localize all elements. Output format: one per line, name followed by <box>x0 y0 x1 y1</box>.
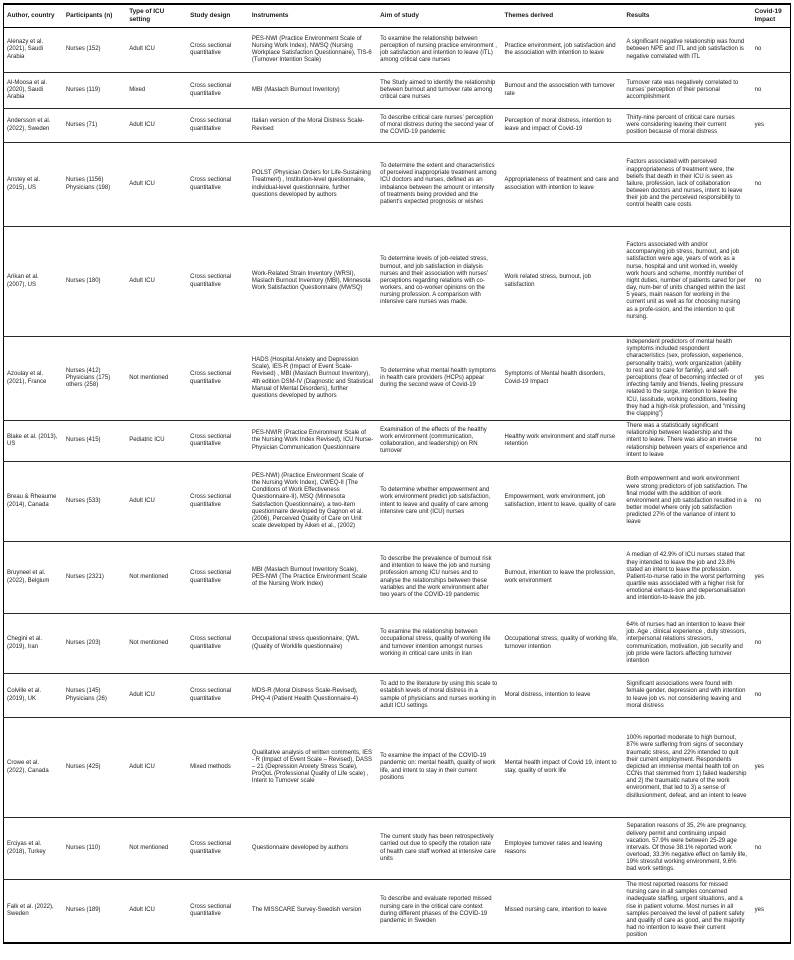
cell-aim: To describe the prevalence of burnout risk and intention to leave the job and nursing profession among ICU nurses and to analyse the relationships between these variables and the work environment after two years of the COVID-19 pandemic <box>377 542 501 614</box>
cell-author: Al-Moosa et al. (2020), Saudi Arabia <box>4 73 63 109</box>
cell-instruments: MBI (Maslach Burnout Inventory Scale), PES-NWI (The Practice Environment Scale of the Nursing Work Index) <box>249 542 377 614</box>
cell-themes: Empowerment, work environment, job satisfaction, intent to leave, quality of care <box>501 462 623 542</box>
table-body <box>4 28 791 943</box>
table-row <box>4 880 791 943</box>
cell-results: 100% reported moderate to high burnout, 87% were suffering from signs of secondary traumatic stress, and 22% intended to quit their current employment. Respondents depicted an immense mental health toll on CCNs that stemmed from 1) failed leadership and 2) the traumatic nature of the work environment, that led to 3) a sense of disillusionment, defeat, and an intent to leave <box>623 718 751 818</box>
cell-instruments: HADS (Hospital Anxiety and Depression Scale), IES-R (Impact of Event Scale-Revised) , MBI (Maslach Burnout Inventory), 4th edition DSM-IV (Diagnostic and Statistical Manual of Mental Disorders), further questions developed by authors <box>249 337 377 421</box>
cell-design: Cross sectional quantitative <box>187 818 249 880</box>
cell-instruments: Qualitative analysis of written comments, IES - R (Impact of Event Scale – Revised), DASS – 21 (Depression Anxiety Stress Scale), ProQoL (Professional Quality of Life scale) , Intent to Turnover scale <box>249 718 377 818</box>
cell-author: Crowe et al. (2022), Canada <box>4 718 63 818</box>
cell-covid: no <box>752 227 791 337</box>
table-row <box>4 674 791 718</box>
cell-results: A median of 42.9% of ICU nurses stated that they intended to leave the job and 23.8% stated an intent to leave the profession. Patient-to-nurse ratio in the worst performing quartile was associated with a higher risk for emotional exhaus-tion and depersonalisation and intention-to-leave the job. <box>623 542 751 614</box>
cell-aim: To determine the extent and characteristics of perceived inappropriate treatment among ICU doctors and nurses, defined as an imbalance between the amount or intensity of treatments being provided and the patient’s expected prognosis or wishes <box>377 143 501 227</box>
cell-covid: no <box>752 462 791 542</box>
cell-design: Cross sectional quantitative <box>187 674 249 718</box>
cell-design: Cross sectional quantitative <box>187 28 249 73</box>
table-row <box>4 143 791 227</box>
cell-design: Mixed methods <box>187 718 249 818</box>
table-row <box>4 109 791 143</box>
table-row <box>4 337 791 421</box>
cell-instruments: PES-NWIR (Practice Environment Scale of the Nursing Work Index Revised), ICU Nurse-Physician Communication Questionnaire <box>249 421 377 462</box>
column-header-aim: Aim of study <box>377 4 501 28</box>
cell-covid: yes <box>754 907 764 914</box>
cell-design: Cross sectional quantitative <box>187 227 249 337</box>
cell-aim: To examine the relationship between occupational stress, quality of working life and turnover intention amongst nurses working in critical care units in Iran <box>377 614 501 674</box>
cell-instruments: PES-NWI) (Practice Environment Scale of the Nursing Work Index), CWEQ-II (The Conditions of Work Effectiveness Questionnaire-II), MSQ (Minnesota Satisfaction Questionnaire), a two-item questionnaire developed by Gagnon et al. (2006), Perceived Quality of Care on Unit scale developed by Aiken et al., (2002) <box>249 462 377 542</box>
table-row <box>4 818 791 880</box>
cell-icu_setting: Not mentioned <box>126 337 187 421</box>
cell-icu_setting: Adult ICU <box>126 227 187 337</box>
cell-participants: Nurses (2321) <box>63 542 126 614</box>
cell-themes: Symptoms of Mental health disorders, Covid-19 Impact <box>501 337 623 421</box>
cell-themes: Work related stress, burnout, job satisfaction <box>501 227 623 337</box>
cell-instruments: Italian version of the Moral Distress Scale-Revised <box>249 109 377 143</box>
cell-covid: no <box>752 674 791 718</box>
table-row <box>4 227 791 337</box>
table-row <box>4 421 791 462</box>
cell-instruments: MBI (Maslach Burnout Inventory) <box>249 73 377 109</box>
cell-aim: To add to the literature by using this scale to establish levels of moral distress in a sample of physicians and nurses working in adult ICU settings <box>377 674 501 718</box>
cell-themes: Missed nursing care, intention to leave <box>504 907 607 914</box>
cell-aim: To determine levels of job-related stress, burnout, and job satisfaction in dialysis nurses and their association with nurses’ perceptions regarding relations with co-workers, and co-worker opinions on the nursing profession. A comparison with intensive care nurses was made. <box>377 227 501 337</box>
cell-results: Factors associated with perceived inappropriateness of treatment were, the beliefs that death in their ICU is seen as failure, profession, lack of collaboration between doctors and nurses, intent to leave their job and the perceived responsibility to control health care costs <box>623 143 751 227</box>
cell-design: Cross sectional quantitative <box>187 143 249 227</box>
cell-themes: Mental health impact of Covid 19, intent to stay, quality of work life <box>501 718 623 818</box>
cell-participants: Nurses (119) <box>63 73 126 109</box>
cell-participants: Nurses (533) <box>63 462 126 542</box>
cell-icu_setting: Adult ICU <box>126 109 187 143</box>
cell-themes: Appropriateness of treatment and care and association with intention to leave <box>501 143 623 227</box>
cell-participants: Nurses (180) <box>63 227 126 337</box>
cell-aim: The current study has been retrospectively carried out due to specify the rotation rate of health care staff worked at intensive care units <box>377 818 501 880</box>
table-row <box>4 718 791 818</box>
cell-design: Cross sectional quantitative <box>187 73 249 109</box>
cell-aim: To determine whether empowerment and work environment predict job satisfaction, intent to leave and quality of care among intensive care unit (ICU) nurses <box>377 462 501 542</box>
cell-icu_setting: Adult ICU <box>126 462 187 542</box>
table-row <box>4 462 791 542</box>
cell-aim: To describe and evaluate reported missed nursing care in the critical care context during different phases of the COVID-19 pandemic in Sweden <box>380 896 492 924</box>
cell-participants: Nurses (415) <box>63 421 126 462</box>
cell-author: Andersson et al. (2022), Sweden <box>4 109 63 143</box>
cell-aim: To examine the relationship between perception of nursing practice environment , job satisfaction and intention to leave (ITL) among critical care nurses <box>377 28 501 73</box>
table-row <box>4 73 791 109</box>
cell-author: Anstey et al. (2015), US <box>4 143 63 227</box>
cell-results: 64% of nurses had an intention to leave their job. Age , clinical experience , duty stressors, interpersonal relations stressors, communication, motivation, job security and job pride were factors affecting turnover intention <box>623 614 751 674</box>
cell-icu_setting: Mixed <box>126 73 187 109</box>
table-header <box>4 4 791 28</box>
cell-participants: Nurses (152) <box>63 28 126 73</box>
cell-results: Separation reasons of 35, 2% are pregnancy, delivery permit and continuing unpaid vacation. 57.9% were between 25-29 age intervals. Of those 38.1% reported work overload, 33.3% negative effect on family life, 19% stressful working environment, 9.6% bad work settings. <box>623 818 751 880</box>
cell-participants: Nurses (203) <box>63 614 126 674</box>
cell-aim: To examine the impact of the COVID-19 pandemic on: mental health, quality of work life, and intent to stay in their current positions <box>377 718 501 818</box>
cell-themes: Burnout, intention to leave the profession, work environment <box>501 542 623 614</box>
cell-author: Colville et al. (2019), UK <box>4 674 63 718</box>
cell-author: Erciyas et al. (2018), Turkey <box>4 818 63 880</box>
cell-results: Both empowerment and work environment were strong predictors of job satisfaction. The final model with the addition of work environment and job satisfaction resulted in a better model where only job satisfaction predicted 27% of the variance of intent to leave <box>623 462 751 542</box>
cell-design: Cross sectional quantitative <box>190 903 232 917</box>
table-row <box>4 542 791 614</box>
cell-participants: Nurses (425) <box>63 718 126 818</box>
cell-author: Arikan et al. (2007), US <box>4 227 63 337</box>
cell-author: Chegini et al. (2019), Iran <box>4 614 63 674</box>
cell-covid: no <box>752 28 791 73</box>
cell-instruments: Work-Related Strain Inventory (WRSI), Maslach Burnout Inventory (MBI), Minnesota Work Satisfaction Questionnaire (MWSQ) <box>249 227 377 337</box>
cell-results: Independent predictors of mental health symptoms included respondent characteristics (sex, profession, experience, personality traits), work organization (ability to rest and to care for family), and self-perceptions (fear of becoming infected or of infecting family and friends, feeling pressure related to the surge, intention to leave the ICU, lassitude, working conditions, feeling they had a high-risk profession, and “missing the clapping”) <box>623 337 751 421</box>
cell-author: Azoulay et al. (2021), France <box>4 337 63 421</box>
cell-participants: Nurses (412) Physicians (175) others (258) <box>63 337 126 421</box>
column-header-icu_setting: Type of ICU setting <box>126 4 187 28</box>
cell-results: Turnover rate was negatively correlated to nurses’ perception of their personal accomplishment <box>623 73 751 109</box>
cell-design: Cross sectional quantitative <box>187 109 249 143</box>
cell-icu_setting: Adult ICU <box>126 143 187 227</box>
cell-participants: Nurses (1156) Physicians (198) <box>63 143 126 227</box>
column-header-themes: Themes derived <box>501 4 623 28</box>
cell-design: Cross sectional quantitative <box>187 614 249 674</box>
cell-participants: Nurses (71) <box>63 109 126 143</box>
cell-themes: Practice environment, job satisfaction and the association with intention to leave <box>501 28 623 73</box>
cell-instruments: The MISSCARE Survey-Swedish version <box>251 907 362 914</box>
cell-covid: yes <box>752 109 791 143</box>
cell-author: Breau & Rheaume (2014), Canada <box>4 462 63 542</box>
cell-aim: The Study aimed to identify the relationship between burnout and turnover rate among critical care nurses <box>377 73 501 109</box>
cell-icu_setting: Adult ICU <box>126 674 187 718</box>
cell-author: Alenazy et al. (2021), Saudi Arabia <box>4 28 63 73</box>
cell-themes: Occupational stress, quality of working life, turnover intention <box>501 614 623 674</box>
cell-icu_setting: Adult ICU <box>129 907 155 914</box>
table-row <box>4 614 791 674</box>
cell-themes: Employee turnover rates and leaving reasons <box>501 818 623 880</box>
cell-covid: no <box>752 143 791 227</box>
cell-themes: Healthy work environment and staff nurse retention <box>501 421 623 462</box>
column-header-participants: Participants (n) <box>63 4 126 28</box>
cell-icu_setting: Not mentioned <box>126 818 187 880</box>
cell-results: Thirty-nine percent of critical care nurses were considering leaving their current position because of moral distress <box>623 109 751 143</box>
cell-instruments: POLST (Physician Orders for Life-Sustaining Treatment) , Institution-level questionnaire, individual-level questionnaire, further questions developed by authors <box>249 143 377 227</box>
cell-covid: yes <box>752 542 791 614</box>
column-header-author: Author, country <box>4 4 63 28</box>
cell-instruments: PES-NWI (Practice Environment Scale of Nursing Work Index), NWSQ (Nursing Workplace Satisfaction Questionnaire), TIS-6 (Turnover Intention Scale) <box>249 28 377 73</box>
column-header-results: Results <box>623 4 751 28</box>
cell-covid: yes <box>752 718 791 818</box>
column-header-instruments: Instruments <box>249 4 377 28</box>
cell-results: Factors associated with and/or accompanying job stress, burnout, and job satisfaction were age, years of work as a nurse, hospital and unit worked in, weekly work hours and scheme, monthly number of night duties, number of patients cared for per day, num-ber of units changed within the last 5 years, main reason for working in the current unit as well as for choosing nursing as a profe-ssion, and the intention to quit nursing. <box>623 227 751 337</box>
cell-icu_setting: Pediatric ICU <box>126 421 187 462</box>
cell-covid: yes <box>752 337 791 421</box>
cell-aim: Examination of the effects of the healthy work environment (communication, collaboration, and leadership) on RN turnover <box>377 421 501 462</box>
systematic-review-table <box>3 3 791 944</box>
cell-icu_setting: Adult ICU <box>126 718 187 818</box>
cell-covid: no <box>752 421 791 462</box>
table-row <box>4 28 791 73</box>
cell-participants: Nurses (110) <box>63 818 126 880</box>
column-header-covid: Covid-19 Impact <box>752 4 791 28</box>
cell-icu_setting: Not mentioned <box>126 542 187 614</box>
cell-results: There was a statistically significant relationship between leadership and the intent to leave. There was also an inverse relationship between years of experience and intent to leave <box>623 421 751 462</box>
cell-instruments: Questionnaire developed by authors <box>249 818 377 880</box>
cell-participants: Nurses (189) <box>65 907 101 914</box>
cell-aim: To describe critical care nurses’ perception of moral distress during the second year of the COVID-19 pandemic <box>377 109 501 143</box>
cell-author: Bruyneel et al. (2022), Belgium <box>4 542 63 614</box>
cell-results: The most reported reasons for missed nursing care in all samples concerned inadequate staffing, urgent situations, and a rise in patient volume. Most nurses in all samples perceived the level of patient safety and quality of care as good, and the majority had no intention to leave their current position <box>626 882 745 939</box>
cell-instruments: MDS-R (Moral Distress Scale-Revised), PHQ-4 (Patient Health Questionnaire-4) <box>249 674 377 718</box>
cell-design: Cross sectional quantitative <box>187 337 249 421</box>
cell-instruments: Occupational stress questionnaire, QWL (Quality of Worklife questionnaire) <box>249 614 377 674</box>
cell-participants: Nurses (145) Physicians (26) <box>63 674 126 718</box>
cell-covid: no <box>752 818 791 880</box>
cell-author: Blake et al. (2013), US <box>4 421 63 462</box>
cell-author: Falk et al. (2022), Sweden <box>7 903 54 917</box>
cell-icu_setting: Adult ICU <box>126 28 187 73</box>
cell-design: Cross sectional quantitative <box>187 462 249 542</box>
column-header-design: Study design <box>187 4 249 28</box>
cell-aim: To determine what mental health symptoms in health care providers (HCPs) appear during the second wave of Covid-19 <box>377 337 501 421</box>
cell-results: A significant negative relationship was found between NPE and ITL and job satisfaction is negative correlated with ITL <box>623 28 751 73</box>
cell-results: Significant associations were found with female gender, depression and with intention to leave job vs. not considering leaving and moral distress <box>623 674 751 718</box>
cell-themes: Burnout and the association with turnover rate <box>501 73 623 109</box>
cell-themes: Moral distress, intention to leave <box>501 674 623 718</box>
cell-icu_setting: Not mentioned <box>126 614 187 674</box>
cell-themes: Perception of moral distress, intention to leave and impact of Covid-19 <box>501 109 623 143</box>
header-row <box>4 4 791 28</box>
cell-design: Cross sectional quantitative <box>187 542 249 614</box>
cell-covid: no <box>752 73 791 109</box>
cell-design: Cross sectional quantitative <box>187 421 249 462</box>
cell-covid: no <box>752 614 791 674</box>
